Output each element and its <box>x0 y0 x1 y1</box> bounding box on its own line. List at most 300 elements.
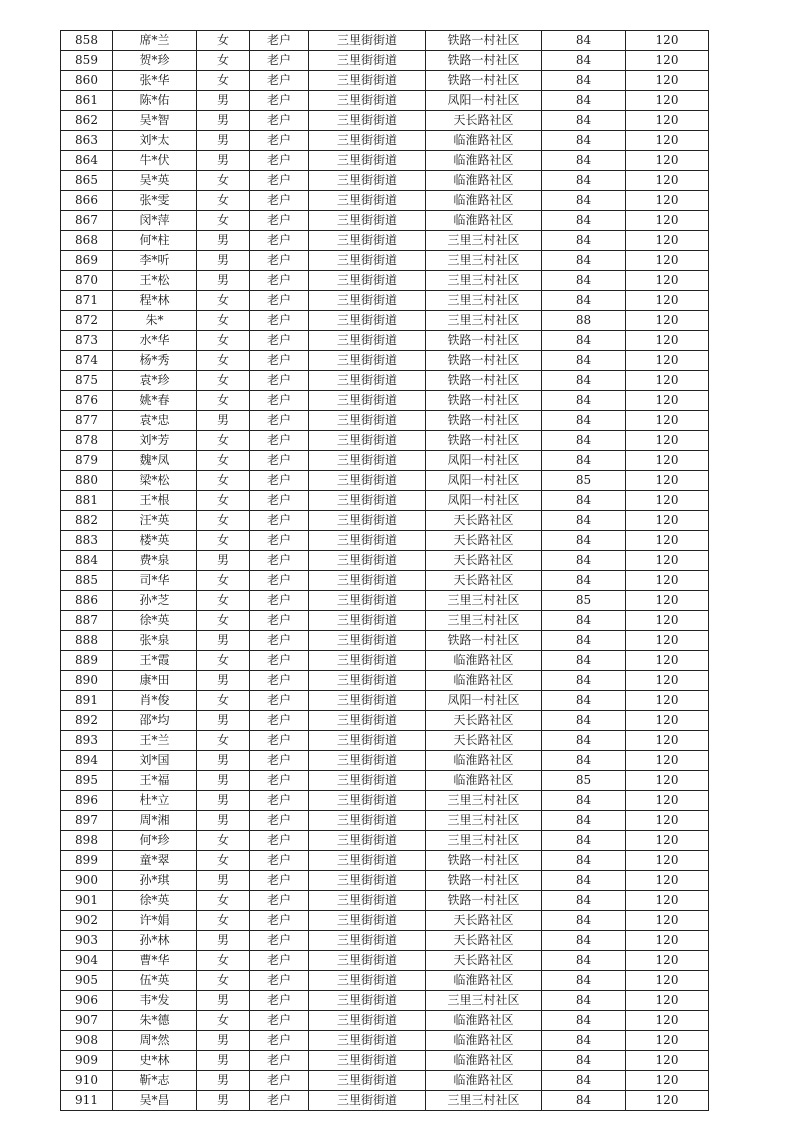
community-cell: 凤阳一村社区 <box>426 491 542 511</box>
table-row <box>61 91 709 111</box>
amount-cell: 120 <box>626 971 709 991</box>
age-cell: 84 <box>542 1031 626 1051</box>
street-cell: 三里街街道 <box>309 51 426 71</box>
age-cell: 84 <box>542 971 626 991</box>
age-cell: 84 <box>542 191 626 211</box>
street-cell: 三里街街道 <box>309 951 426 971</box>
serial-number-cell: 870 <box>61 271 113 291</box>
roster-table-body <box>61 31 709 1111</box>
roster-table <box>60 30 709 1111</box>
amount-cell: 120 <box>626 611 709 631</box>
community-cell: 临淮路社区 <box>426 771 542 791</box>
name-cell: 徐*英 <box>113 611 197 631</box>
gender-cell: 女 <box>197 651 250 671</box>
serial-number-cell: 884 <box>61 551 113 571</box>
serial-number-cell: 888 <box>61 631 113 651</box>
amount-cell: 120 <box>626 651 709 671</box>
serial-number-cell: 908 <box>61 1031 113 1051</box>
table-row <box>61 951 709 971</box>
street-cell: 三里街街道 <box>309 211 426 231</box>
community-cell: 铁路一村社区 <box>426 631 542 651</box>
table-row <box>61 411 709 431</box>
street-cell: 三里街街道 <box>309 451 426 471</box>
table-row <box>61 631 709 651</box>
serial-number-cell: 881 <box>61 491 113 511</box>
street-cell: 三里街街道 <box>309 1071 426 1091</box>
amount-cell: 120 <box>626 951 709 971</box>
table-row <box>61 611 709 631</box>
amount-cell: 120 <box>626 111 709 131</box>
age-cell: 84 <box>542 551 626 571</box>
community-cell: 临淮路社区 <box>426 131 542 151</box>
age-cell: 84 <box>542 131 626 151</box>
table-row <box>61 571 709 591</box>
gender-cell: 女 <box>197 291 250 311</box>
gender-cell: 男 <box>197 811 250 831</box>
street-cell: 三里街街道 <box>309 331 426 351</box>
gender-cell: 女 <box>197 1011 250 1031</box>
name-cell: 席*兰 <box>113 31 197 51</box>
street-cell: 三里街街道 <box>309 851 426 871</box>
table-row <box>61 171 709 191</box>
age-cell: 84 <box>542 751 626 771</box>
age-cell: 84 <box>542 1051 626 1071</box>
amount-cell: 120 <box>626 151 709 171</box>
street-cell: 三里街街道 <box>309 271 426 291</box>
community-cell: 天长路社区 <box>426 571 542 591</box>
serial-number-cell: 858 <box>61 31 113 51</box>
gender-cell: 男 <box>197 91 250 111</box>
name-cell: 朱* <box>113 311 197 331</box>
table-row <box>61 531 709 551</box>
name-cell: 邵*均 <box>113 711 197 731</box>
amount-cell: 120 <box>626 751 709 771</box>
street-cell: 三里街街道 <box>309 1031 426 1051</box>
street-cell: 三里街街道 <box>309 1091 426 1111</box>
name-cell: 许*娟 <box>113 911 197 931</box>
table-row <box>61 771 709 791</box>
gender-cell: 男 <box>197 231 250 251</box>
serial-number-cell: 877 <box>61 411 113 431</box>
name-cell: 周*然 <box>113 1031 197 1051</box>
serial-number-cell: 873 <box>61 331 113 351</box>
table-row <box>61 1071 709 1091</box>
amount-cell: 120 <box>626 591 709 611</box>
street-cell: 三里街街道 <box>309 771 426 791</box>
amount-cell: 120 <box>626 91 709 111</box>
serial-number-cell: 869 <box>61 251 113 271</box>
community-cell: 铁路一村社区 <box>426 71 542 91</box>
amount-cell: 120 <box>626 931 709 951</box>
community-cell: 铁路一村社区 <box>426 51 542 71</box>
amount-cell: 120 <box>626 251 709 271</box>
street-cell: 三里街街道 <box>309 431 426 451</box>
table-row <box>61 51 709 71</box>
table-row <box>61 371 709 391</box>
household-type-cell: 老户 <box>250 1071 309 1091</box>
age-cell: 84 <box>542 1011 626 1031</box>
serial-number-cell: 887 <box>61 611 113 631</box>
community-cell: 天长路社区 <box>426 911 542 931</box>
street-cell: 三里街街道 <box>309 551 426 571</box>
household-type-cell: 老户 <box>250 351 309 371</box>
household-type-cell: 老户 <box>250 491 309 511</box>
table-row <box>61 311 709 331</box>
table-row <box>61 111 709 131</box>
serial-number-cell: 910 <box>61 1071 113 1091</box>
household-type-cell: 老户 <box>250 931 309 951</box>
table-row <box>61 891 709 911</box>
name-cell: 孙*芝 <box>113 591 197 611</box>
street-cell: 三里街街道 <box>309 371 426 391</box>
community-cell: 临淮路社区 <box>426 151 542 171</box>
table-row <box>61 291 709 311</box>
table-row <box>61 1091 709 1111</box>
amount-cell: 120 <box>626 871 709 891</box>
serial-number-cell: 872 <box>61 311 113 331</box>
name-cell: 曹*华 <box>113 951 197 971</box>
age-cell: 84 <box>542 511 626 531</box>
street-cell: 三里街街道 <box>309 111 426 131</box>
serial-number-cell: 867 <box>61 211 113 231</box>
name-cell: 闵*萍 <box>113 211 197 231</box>
gender-cell: 女 <box>197 851 250 871</box>
name-cell: 何*柱 <box>113 231 197 251</box>
street-cell: 三里街街道 <box>309 231 426 251</box>
amount-cell: 120 <box>626 731 709 751</box>
street-cell: 三里街街道 <box>309 611 426 631</box>
community-cell: 三里三村社区 <box>426 811 542 831</box>
community-cell: 临淮路社区 <box>426 1051 542 1071</box>
serial-number-cell: 865 <box>61 171 113 191</box>
community-cell: 临淮路社区 <box>426 1031 542 1051</box>
age-cell: 84 <box>542 351 626 371</box>
age-cell: 84 <box>542 731 626 751</box>
street-cell: 三里街街道 <box>309 891 426 911</box>
amount-cell: 120 <box>626 691 709 711</box>
household-type-cell: 老户 <box>250 1011 309 1031</box>
amount-cell: 120 <box>626 431 709 451</box>
gender-cell: 女 <box>197 511 250 531</box>
amount-cell: 120 <box>626 231 709 251</box>
serial-number-cell: 899 <box>61 851 113 871</box>
name-cell: 刘*太 <box>113 131 197 151</box>
table-row <box>61 1031 709 1051</box>
gender-cell: 女 <box>197 191 250 211</box>
amount-cell: 120 <box>626 711 709 731</box>
name-cell: 刘*国 <box>113 751 197 771</box>
table-row <box>61 591 709 611</box>
age-cell: 84 <box>542 211 626 231</box>
table-row <box>61 271 709 291</box>
household-type-cell: 老户 <box>250 591 309 611</box>
name-cell: 靳*志 <box>113 1071 197 1091</box>
amount-cell: 120 <box>626 631 709 651</box>
amount-cell: 120 <box>626 1031 709 1051</box>
household-type-cell: 老户 <box>250 731 309 751</box>
household-type-cell: 老户 <box>250 651 309 671</box>
community-cell: 铁路一村社区 <box>426 851 542 871</box>
community-cell: 三里三村社区 <box>426 611 542 631</box>
age-cell: 84 <box>542 171 626 191</box>
age-cell: 84 <box>542 891 626 911</box>
age-cell: 84 <box>542 1091 626 1111</box>
street-cell: 三里街街道 <box>309 591 426 611</box>
street-cell: 三里街街道 <box>309 831 426 851</box>
community-cell: 临淮路社区 <box>426 971 542 991</box>
gender-cell: 女 <box>197 911 250 931</box>
serial-number-cell: 868 <box>61 231 113 251</box>
household-type-cell: 老户 <box>250 631 309 651</box>
gender-cell: 女 <box>197 51 250 71</box>
table-row <box>61 231 709 251</box>
community-cell: 凤阳一村社区 <box>426 91 542 111</box>
gender-cell: 女 <box>197 31 250 51</box>
age-cell: 84 <box>542 51 626 71</box>
gender-cell: 男 <box>197 771 250 791</box>
street-cell: 三里街街道 <box>309 651 426 671</box>
amount-cell: 120 <box>626 911 709 931</box>
household-type-cell: 老户 <box>250 811 309 831</box>
age-cell: 84 <box>542 691 626 711</box>
age-cell: 84 <box>542 491 626 511</box>
serial-number-cell: 891 <box>61 691 113 711</box>
street-cell: 三里街街道 <box>309 971 426 991</box>
gender-cell: 男 <box>197 1031 250 1051</box>
table-row <box>61 351 709 371</box>
table-row <box>61 491 709 511</box>
gender-cell: 女 <box>197 471 250 491</box>
name-cell: 汪*英 <box>113 511 197 531</box>
age-cell: 84 <box>542 31 626 51</box>
household-type-cell: 老户 <box>250 751 309 771</box>
age-cell: 84 <box>542 451 626 471</box>
serial-number-cell: 864 <box>61 151 113 171</box>
age-cell: 84 <box>542 851 626 871</box>
street-cell: 三里街街道 <box>309 871 426 891</box>
age-cell: 85 <box>542 591 626 611</box>
name-cell: 梁*松 <box>113 471 197 491</box>
street-cell: 三里街街道 <box>309 191 426 211</box>
community-cell: 铁路一村社区 <box>426 891 542 911</box>
street-cell: 三里街街道 <box>309 631 426 651</box>
community-cell: 天长路社区 <box>426 531 542 551</box>
table-row <box>61 471 709 491</box>
table-row <box>61 151 709 171</box>
community-cell: 三里三村社区 <box>426 1091 542 1111</box>
name-cell: 刘*芳 <box>113 431 197 451</box>
gender-cell: 女 <box>197 431 250 451</box>
gender-cell: 女 <box>197 371 250 391</box>
household-type-cell: 老户 <box>250 791 309 811</box>
table-row <box>61 751 709 771</box>
gender-cell: 男 <box>197 251 250 271</box>
serial-number-cell: 900 <box>61 871 113 891</box>
amount-cell: 120 <box>626 191 709 211</box>
table-row <box>61 551 709 571</box>
serial-number-cell: 903 <box>61 931 113 951</box>
serial-number-cell: 886 <box>61 591 113 611</box>
amount-cell: 120 <box>626 771 709 791</box>
serial-number-cell: 898 <box>61 831 113 851</box>
age-cell: 84 <box>542 231 626 251</box>
name-cell: 伍*英 <box>113 971 197 991</box>
household-type-cell: 老户 <box>250 571 309 591</box>
street-cell: 三里街街道 <box>309 71 426 91</box>
community-cell: 凤阳一村社区 <box>426 451 542 471</box>
serial-number-cell: 882 <box>61 511 113 531</box>
amount-cell: 120 <box>626 211 709 231</box>
serial-number-cell: 859 <box>61 51 113 71</box>
household-type-cell: 老户 <box>250 871 309 891</box>
gender-cell: 男 <box>197 551 250 571</box>
community-cell: 临淮路社区 <box>426 651 542 671</box>
community-cell: 铁路一村社区 <box>426 391 542 411</box>
gender-cell: 女 <box>197 331 250 351</box>
gender-cell: 女 <box>197 891 250 911</box>
community-cell: 凤阳一村社区 <box>426 691 542 711</box>
community-cell: 铁路一村社区 <box>426 871 542 891</box>
age-cell: 84 <box>542 251 626 271</box>
table-row <box>61 791 709 811</box>
street-cell: 三里街街道 <box>309 571 426 591</box>
gender-cell: 男 <box>197 991 250 1011</box>
name-cell: 水*华 <box>113 331 197 351</box>
serial-number-cell: 909 <box>61 1051 113 1071</box>
serial-number-cell: 880 <box>61 471 113 491</box>
community-cell: 铁路一村社区 <box>426 411 542 431</box>
serial-number-cell: 911 <box>61 1091 113 1111</box>
amount-cell: 120 <box>626 411 709 431</box>
name-cell: 司*华 <box>113 571 197 591</box>
household-type-cell: 老户 <box>250 1051 309 1071</box>
street-cell: 三里街街道 <box>309 471 426 491</box>
serial-number-cell: 883 <box>61 531 113 551</box>
serial-number-cell: 901 <box>61 891 113 911</box>
community-cell: 天长路社区 <box>426 931 542 951</box>
household-type-cell: 老户 <box>250 511 309 531</box>
amount-cell: 120 <box>626 1051 709 1071</box>
name-cell: 王*霞 <box>113 651 197 671</box>
serial-number-cell: 907 <box>61 1011 113 1031</box>
community-cell: 铁路一村社区 <box>426 31 542 51</box>
table-row <box>61 451 709 471</box>
household-type-cell: 老户 <box>250 91 309 111</box>
name-cell: 童*翠 <box>113 851 197 871</box>
age-cell: 84 <box>542 431 626 451</box>
community-cell: 铁路一村社区 <box>426 351 542 371</box>
household-type-cell: 老户 <box>250 1091 309 1111</box>
serial-number-cell: 895 <box>61 771 113 791</box>
community-cell: 临淮路社区 <box>426 671 542 691</box>
amount-cell: 120 <box>626 311 709 331</box>
household-type-cell: 老户 <box>250 371 309 391</box>
household-type-cell: 老户 <box>250 431 309 451</box>
amount-cell: 120 <box>626 671 709 691</box>
gender-cell: 男 <box>197 711 250 731</box>
street-cell: 三里街街道 <box>309 731 426 751</box>
name-cell: 袁*忠 <box>113 411 197 431</box>
age-cell: 84 <box>542 371 626 391</box>
serial-number-cell: 892 <box>61 711 113 731</box>
serial-number-cell: 875 <box>61 371 113 391</box>
household-type-cell: 老户 <box>250 1031 309 1051</box>
name-cell: 何*珍 <box>113 831 197 851</box>
gender-cell: 女 <box>197 831 250 851</box>
serial-number-cell: 866 <box>61 191 113 211</box>
table-row <box>61 251 709 271</box>
household-type-cell: 老户 <box>250 391 309 411</box>
serial-number-cell: 897 <box>61 811 113 831</box>
gender-cell: 男 <box>197 671 250 691</box>
serial-number-cell: 906 <box>61 991 113 1011</box>
community-cell: 天长路社区 <box>426 711 542 731</box>
age-cell: 84 <box>542 651 626 671</box>
amount-cell: 120 <box>626 31 709 51</box>
gender-cell: 男 <box>197 411 250 431</box>
age-cell: 84 <box>542 811 626 831</box>
age-cell: 84 <box>542 411 626 431</box>
serial-number-cell: 893 <box>61 731 113 751</box>
name-cell: 魏*凤 <box>113 451 197 471</box>
table-row <box>61 811 709 831</box>
table-row <box>61 211 709 231</box>
name-cell: 吴*昌 <box>113 1091 197 1111</box>
name-cell: 楼*英 <box>113 531 197 551</box>
age-cell: 84 <box>542 791 626 811</box>
street-cell: 三里街街道 <box>309 351 426 371</box>
age-cell: 84 <box>542 711 626 731</box>
gender-cell: 女 <box>197 211 250 231</box>
community-cell: 天长路社区 <box>426 111 542 131</box>
name-cell: 张*雯 <box>113 191 197 211</box>
name-cell: 韦*发 <box>113 991 197 1011</box>
table-row <box>61 71 709 91</box>
name-cell: 徐*英 <box>113 891 197 911</box>
household-type-cell: 老户 <box>250 211 309 231</box>
amount-cell: 120 <box>626 531 709 551</box>
household-type-cell: 老户 <box>250 251 309 271</box>
age-cell: 84 <box>542 391 626 411</box>
gender-cell: 男 <box>197 1071 250 1091</box>
community-cell: 天长路社区 <box>426 551 542 571</box>
gender-cell: 男 <box>197 1051 250 1071</box>
gender-cell: 男 <box>197 271 250 291</box>
age-cell: 85 <box>542 471 626 491</box>
table-row <box>61 831 709 851</box>
age-cell: 84 <box>542 931 626 951</box>
name-cell: 张*华 <box>113 71 197 91</box>
community-cell: 天长路社区 <box>426 951 542 971</box>
name-cell: 吴*智 <box>113 111 197 131</box>
amount-cell: 120 <box>626 1011 709 1031</box>
community-cell: 铁路一村社区 <box>426 431 542 451</box>
household-type-cell: 老户 <box>250 331 309 351</box>
household-type-cell: 老户 <box>250 31 309 51</box>
gender-cell: 女 <box>197 731 250 751</box>
age-cell: 84 <box>542 531 626 551</box>
household-type-cell: 老户 <box>250 311 309 331</box>
amount-cell: 120 <box>626 271 709 291</box>
age-cell: 84 <box>542 911 626 931</box>
amount-cell: 120 <box>626 131 709 151</box>
community-cell: 三里三村社区 <box>426 271 542 291</box>
gender-cell: 女 <box>197 971 250 991</box>
name-cell: 孙*林 <box>113 931 197 951</box>
street-cell: 三里街街道 <box>309 91 426 111</box>
gender-cell: 女 <box>197 571 250 591</box>
gender-cell: 男 <box>197 631 250 651</box>
